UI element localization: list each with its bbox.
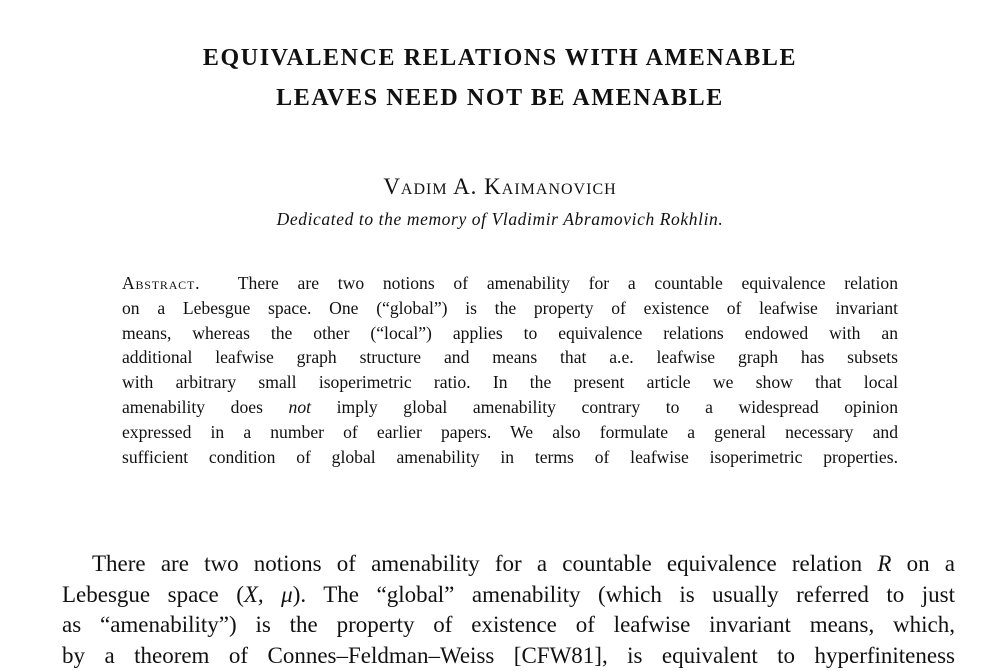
- abstract-line-7: expressed in a number of earlier papers. We also formulate a general necessary and: [122, 420, 898, 445]
- body-line-1: There are two notions of amenability for a countable equivalence relation R on a: [62, 549, 955, 580]
- paper-title: [0, 38, 1000, 118]
- abstract-line-8: sufficient condition of global amenability in terms of leafwise isoperimetric properties.: [122, 445, 898, 470]
- dedication: Dedicated to the memory of Vladimir Abramovich Rokhlin.: [0, 209, 1000, 230]
- body-line-2: Lebesgue space (X, μ). The “global” amenability (which is usually referred to just: [62, 580, 955, 611]
- abstract: [122, 271, 898, 469]
- title-line-2: LEAVES NEED NOT BE AMENABLE: [0, 78, 1000, 118]
- body-paragraph: [62, 549, 955, 671]
- title-line-1: EQUIVALENCE RELATIONS WITH AMENABLE: [0, 38, 1000, 78]
- abstract-line-2: on a Lebesgue space. One (“global”) is the property of existence of leafwise invariant: [122, 296, 898, 321]
- body-line-4: by a theorem of Connes–Feldman–Weiss [CFW81], is equivalent to hyperfiniteness: [62, 641, 955, 671]
- abstract-line-3: means, whereas the other (“local”) applies to equivalence relations endowed with an: [122, 321, 898, 346]
- body-line-3: as “amenability”) is the property of existence of leafwise invariant means, which,: [62, 610, 955, 641]
- abstract-line-1: Abstract. There are two notions of amenability for a countable equivalence relation: [122, 271, 898, 296]
- emphasis-not: not: [289, 397, 311, 417]
- abstract-line-4: additional leafwise graph structure and means that a.e. leafwise graph has subsets: [122, 345, 898, 370]
- math-R: R: [877, 551, 891, 576]
- abstract-line-6: amenability does not imply global amenability contrary to a widespread opinion: [122, 395, 898, 420]
- abstract-line-5: with arbitrary small isoperimetric ratio. In the present article we show that local: [122, 370, 898, 395]
- math-X-mu: X, μ: [244, 582, 293, 607]
- abstract-heading: Abstract.: [122, 273, 200, 293]
- author-name: Vadim A. Kaimanovich: [0, 174, 1000, 200]
